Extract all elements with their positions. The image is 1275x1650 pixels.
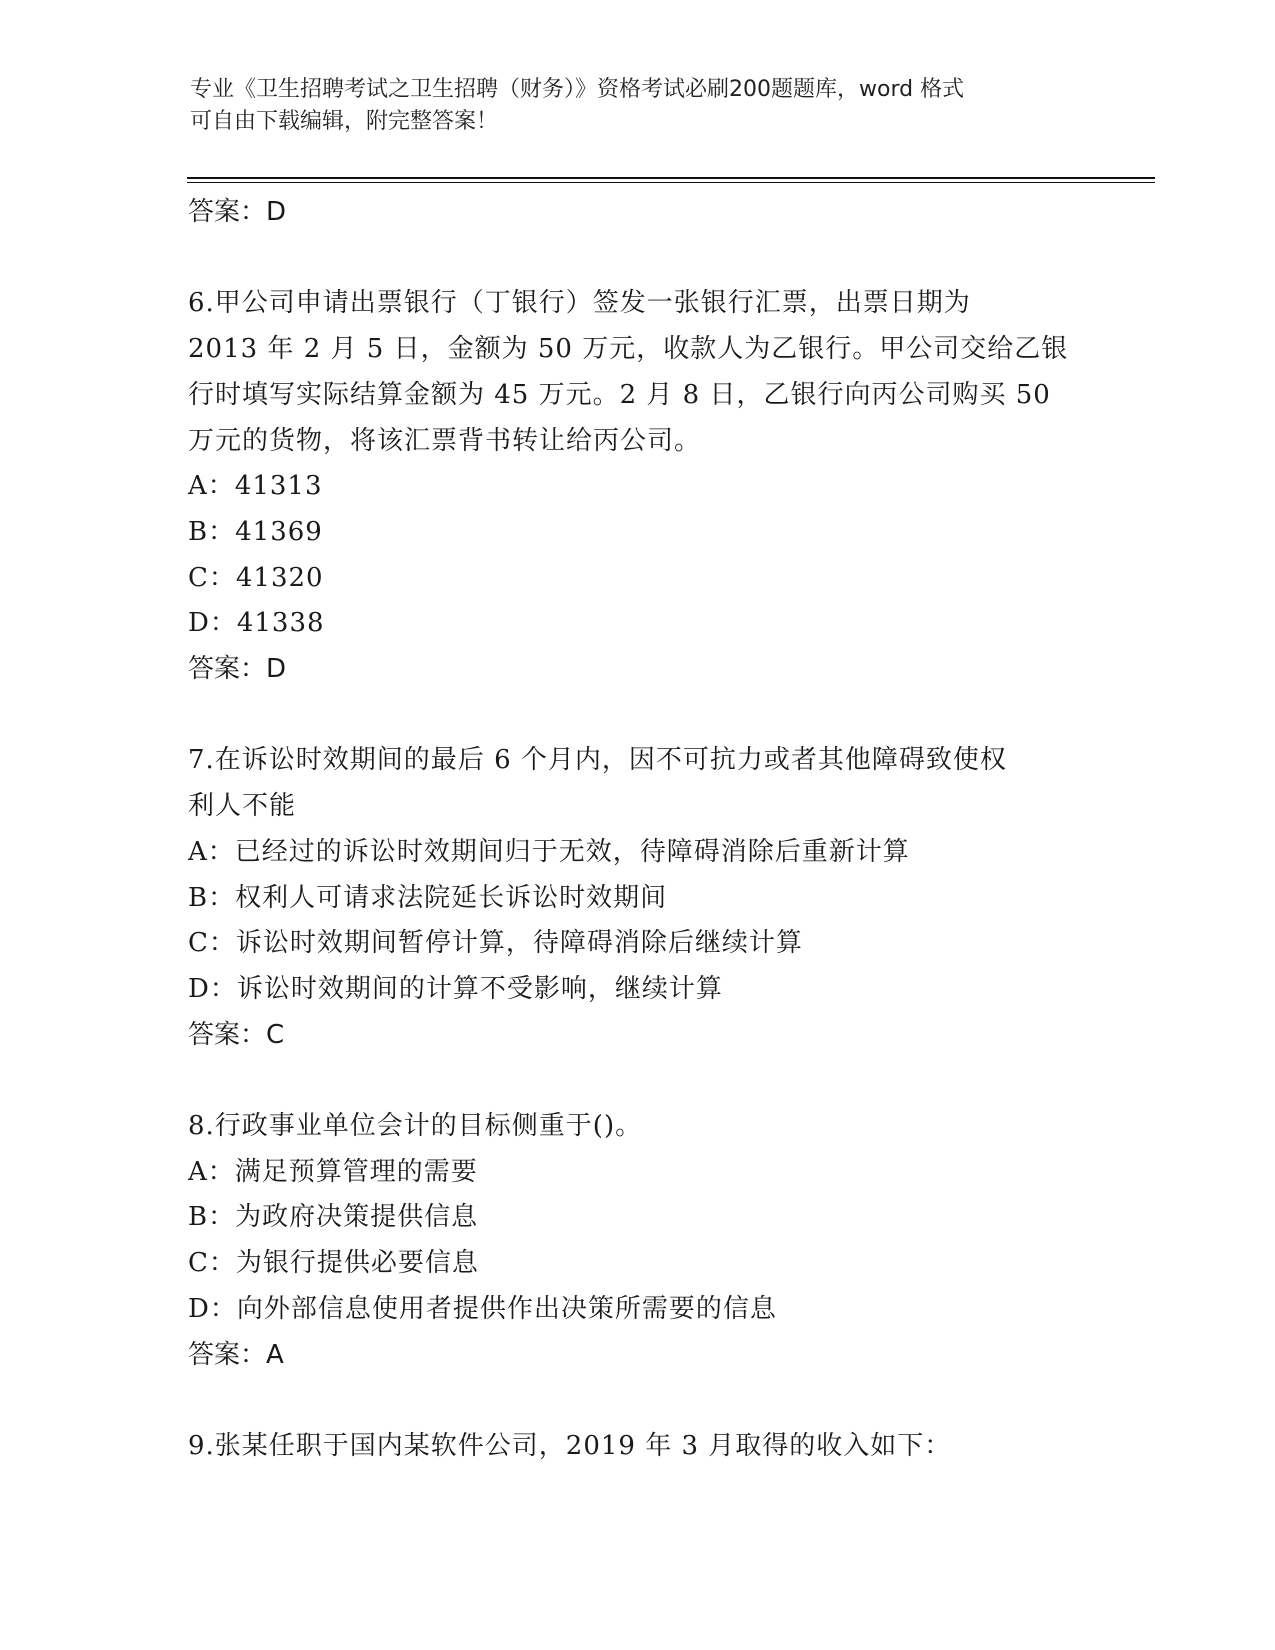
question-stem-line: 7.在诉讼时效期间的最后 6 个月内，因不可抗力或者其他障碍致使权 bbox=[188, 745, 1007, 776]
question-6 bbox=[188, 281, 1088, 692]
question-stem-line: 9.张某任职于国内某软件公司，2019 年 3 月取得的收入如下： bbox=[188, 1430, 952, 1461]
header-line-2: 可自由下载编辑，附完整答案！ bbox=[190, 109, 499, 134]
question-stem-line: 2013 年 2 月 5 日，金额为 50 万元，收款人为乙银行。甲公司交给乙银 bbox=[188, 334, 1069, 365]
option-b: B：41369 bbox=[188, 516, 323, 547]
option-a: A：满足预算管理的需要 bbox=[188, 1156, 478, 1187]
header-rule-thick bbox=[187, 177, 1155, 179]
question-stem-line: 6.甲公司申请出票银行（丁银行）签发一张银行汇票，出票日期为 bbox=[188, 288, 971, 319]
question-list bbox=[188, 190, 1088, 1470]
option-a: A：41313 bbox=[188, 471, 323, 502]
option-c: C：为银行提供必要信息 bbox=[188, 1248, 479, 1279]
question-7 bbox=[188, 738, 1088, 1058]
option-d: D：向外部信息使用者提供作出决策所需要的信息 bbox=[188, 1293, 777, 1324]
answer-line: 答案：D bbox=[188, 654, 287, 685]
option-a: A：已经过的诉讼时效期间归于无效，待障碍消除后重新计算 bbox=[188, 836, 910, 867]
question-stem-line: 万元的货物，将该汇票背书转让给丙公司。 bbox=[188, 425, 702, 456]
question-stem-line: 8.行政事业单位会计的目标侧重于()。 bbox=[188, 1111, 643, 1142]
option-b: B：权利人可请求法院延长诉讼时效期间 bbox=[188, 882, 668, 913]
option-d: D：诉讼时效期间的计算不受影响，继续计算 bbox=[188, 973, 723, 1004]
previous-answer: 答案：D bbox=[188, 197, 287, 227]
option-b: B：为政府决策提供信息 bbox=[188, 1202, 479, 1233]
question-stem-line: 行时填写实际结算金额为 45 万元。2 月 8 日，乙银行向丙公司购买 50 bbox=[188, 379, 1051, 410]
document-header bbox=[190, 74, 1090, 138]
option-d: D：41338 bbox=[188, 608, 325, 639]
question-9 bbox=[188, 1424, 1088, 1470]
answer-line: 答案：A bbox=[188, 1339, 284, 1370]
question-stem-line: 利人不能 bbox=[188, 791, 297, 822]
header-line-1: 专业《卫生招聘考试之卫生招聘（财务）》资格考试必刷200题题库，word 格式 bbox=[190, 77, 965, 102]
header-rule-thin bbox=[187, 182, 1155, 183]
option-c: C：41320 bbox=[188, 562, 324, 593]
answer-line: 答案：C bbox=[188, 1019, 285, 1050]
option-c: C：诉讼时效期间暂停计算，待障碍消除后继续计算 bbox=[188, 928, 803, 959]
question-8 bbox=[188, 1104, 1088, 1378]
